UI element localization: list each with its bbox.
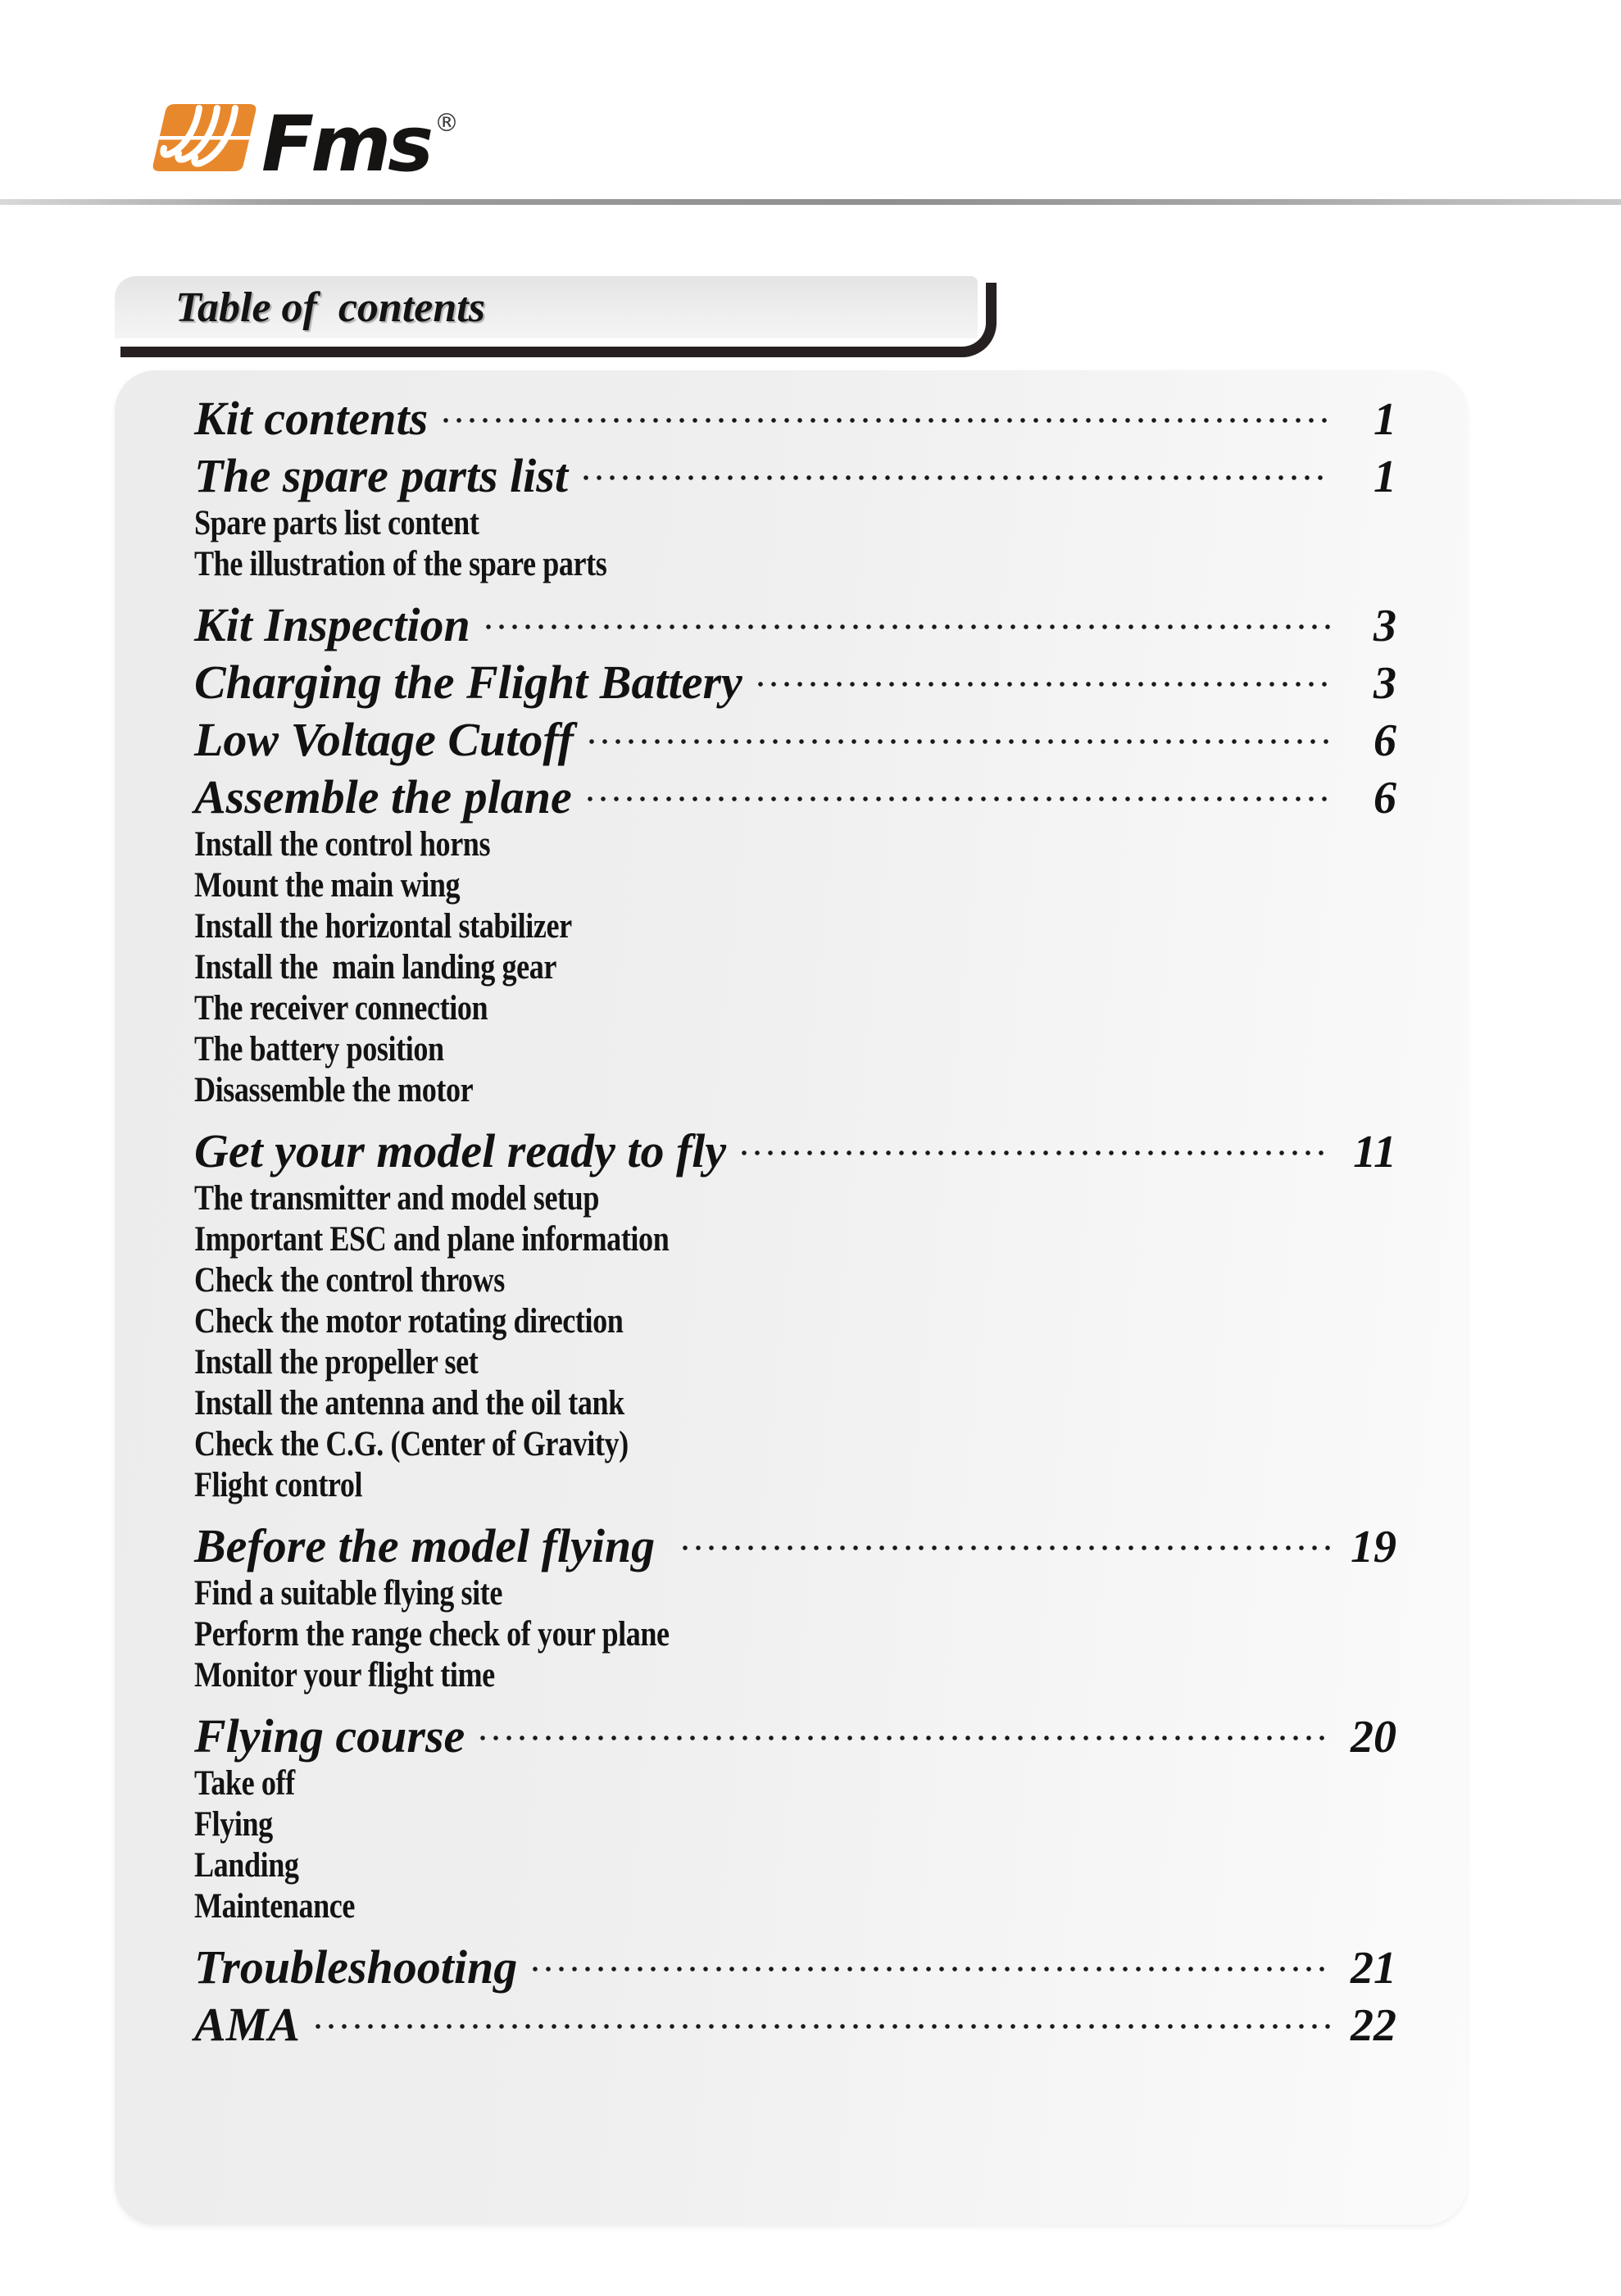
toc-sub-label: Flight control	[194, 1466, 363, 1504]
toc-sub-row	[194, 1421, 1396, 1462]
toc-page-number: 3	[1374, 601, 1396, 651]
dotted-leader	[476, 1736, 1331, 1740]
toc-sub-label: Perform the range check of your plane	[194, 1615, 670, 1654]
toc-sub-row	[194, 1611, 1396, 1652]
toc-page-number: 1	[1374, 451, 1396, 502]
toc-section-label: Get your model ready to fly	[194, 1124, 727, 1177]
toc-page-number: 22	[1351, 2000, 1396, 2051]
toc-section-row	[194, 592, 1396, 649]
toc-sub-row	[194, 1842, 1396, 1883]
dotted-leader	[529, 1967, 1331, 1972]
toc-sub-label: Check the control throws	[194, 1261, 505, 1300]
dotted-leader	[679, 1545, 1331, 1550]
toc-section-label: Before the model flying	[194, 1519, 667, 1572]
toc-sub-row	[194, 862, 1396, 903]
fms-swoosh-logo-icon	[150, 102, 258, 179]
toc-section-label: Low Voltage Cutoff	[194, 713, 574, 766]
toc-sub-row	[194, 1298, 1396, 1339]
toc-page-number: 21	[1351, 1943, 1396, 1994]
toc-sub-label: Install the main landing gear	[194, 948, 556, 987]
toc-sub-row	[194, 1380, 1396, 1421]
toc-page-number: 6	[1374, 773, 1396, 824]
dotted-leader	[583, 796, 1331, 801]
toc-sub-row	[194, 821, 1396, 862]
toc-sub-row	[194, 1652, 1396, 1693]
toc-sub-label: The receiver connection	[194, 989, 488, 1028]
toc-sub-label: Flying	[194, 1805, 273, 1844]
toc-sub-label: The illustration of the spare parts	[194, 545, 607, 583]
toc-sub-row	[194, 1216, 1396, 1257]
toc-section-row	[194, 1513, 1396, 1570]
toc-section-label: The spare parts list	[194, 449, 568, 502]
toc-sub-row	[194, 541, 1396, 582]
toc-header-underline	[120, 283, 997, 357]
toc-sub-row	[194, 1883, 1396, 1924]
toc-sub-label: The transmitter and model setup	[194, 1179, 600, 1218]
brand-wordmark: Fms	[261, 100, 431, 189]
toc-sub-label: Check the C.G. (Center of Gravity)	[194, 1425, 629, 1463]
toc-sub-row	[194, 1257, 1396, 1298]
toc-list	[194, 385, 1396, 2049]
toc-section-row	[194, 1934, 1396, 1994]
toc-sub-row	[194, 903, 1396, 944]
toc-sub-row	[194, 944, 1396, 985]
toc-page-number: 19	[1351, 1522, 1396, 1572]
toc-page-number: 11	[1353, 1127, 1396, 1177]
toc-sub-label: Landing	[194, 1846, 299, 1885]
toc-section-label: Kit Inspection	[194, 598, 470, 651]
toc-sub-label: Spare parts list content	[194, 504, 479, 542]
fms-logo	[150, 102, 258, 179]
page-title: Table of contents	[175, 284, 485, 331]
toc-sub-row	[194, 1462, 1396, 1503]
toc-sub-label: Install the propeller set	[194, 1343, 479, 1382]
toc-sub-row	[194, 1801, 1396, 1842]
toc-sub-row	[194, 1570, 1396, 1611]
toc-sub-label: Install the control horns	[194, 825, 491, 864]
toc-sub-row	[194, 1067, 1396, 1108]
toc-panel	[115, 370, 1467, 2225]
toc-section-row	[194, 442, 1396, 500]
toc-sub-row	[194, 985, 1396, 1026]
toc-section-row	[194, 1991, 1396, 2049]
toc-page-number: 3	[1374, 658, 1396, 709]
toc-section-row	[194, 764, 1396, 824]
dotted-leader	[579, 475, 1331, 480]
toc-sub-row	[194, 500, 1396, 541]
toc-sub-label: Maintenance	[194, 1887, 356, 1926]
toc-sub-label: Mount the main wing	[194, 866, 461, 905]
dotted-leader	[738, 1150, 1331, 1155]
toc-sub-label: Important ESC and plane information	[194, 1220, 670, 1259]
toc-section-label: AMA	[194, 1998, 300, 2051]
toc-section-row	[194, 649, 1396, 709]
toc-sub-label: Check the motor rotating direction	[194, 1302, 624, 1341]
toc-sub-row	[194, 1339, 1396, 1380]
dotted-leader	[754, 682, 1331, 687]
toc-page-number: 20	[1351, 1712, 1396, 1763]
dotted-leader	[311, 2024, 1331, 2029]
toc-section-row	[194, 1118, 1396, 1175]
dotted-leader	[439, 418, 1331, 423]
registered-trademark-symbol: ®	[434, 109, 459, 138]
toc-sub-row	[194, 1175, 1396, 1216]
toc-sub-label: Monitor your flight time	[194, 1656, 495, 1695]
toc-sub-label: Install the horizontal stabilizer	[194, 907, 572, 946]
dotted-leader	[585, 739, 1331, 744]
toc-section-label: Charging the Flight Battery	[194, 656, 742, 709]
toc-page-number: 1	[1374, 394, 1396, 445]
toc-sub-label: Take off	[194, 1764, 295, 1803]
toc-section-row	[194, 706, 1396, 764]
toc-page-number: 6	[1374, 715, 1396, 766]
toc-section-label: Kit contents	[194, 392, 429, 445]
toc-section-label: Assemble the plane	[194, 770, 572, 824]
toc-sub-row	[194, 1026, 1396, 1067]
dotted-leader	[482, 624, 1331, 629]
toc-section-row	[194, 385, 1396, 445]
toc-section-label: Flying course	[194, 1709, 465, 1763]
toc-section-row	[194, 1703, 1396, 1763]
toc-section-label: Troubleshooting	[194, 1940, 518, 1994]
toc-sub-row	[194, 1760, 1396, 1801]
toc-sub-label: The battery position	[194, 1030, 444, 1069]
toc-sub-label: Disassemble the motor	[194, 1071, 474, 1109]
toc-sub-label: Install the antenna and the oil tank	[194, 1384, 624, 1423]
top-divider-rule	[0, 199, 1621, 205]
toc-sub-label: Find a suitable flying site	[194, 1574, 503, 1613]
